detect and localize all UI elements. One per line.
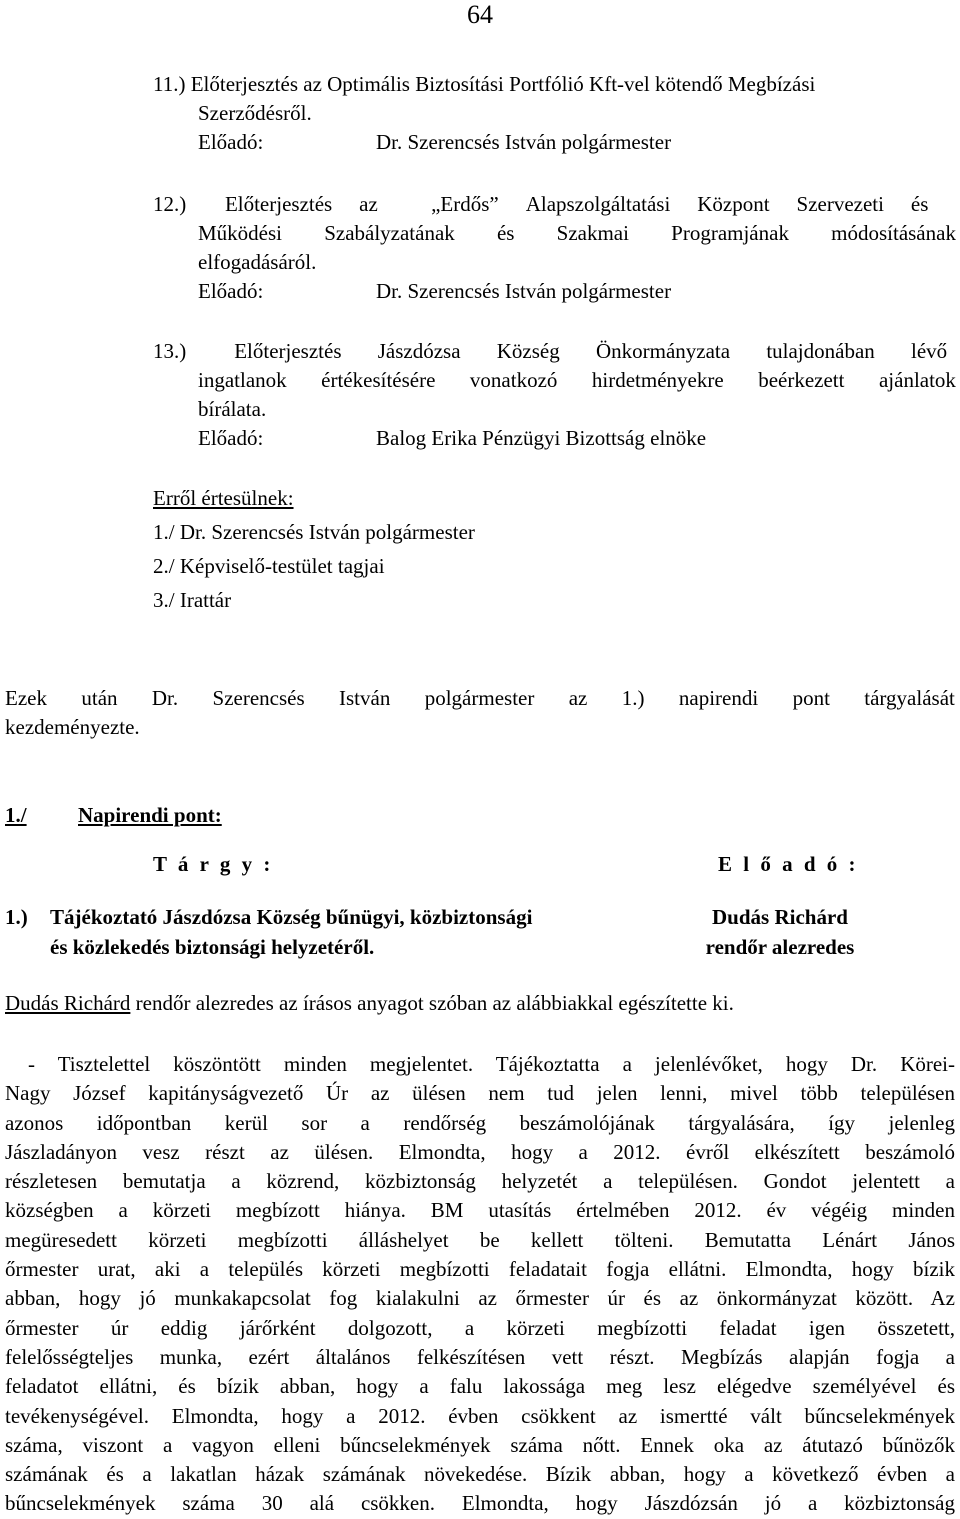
title-word: Programjának: [671, 221, 789, 245]
presenter-name: Dr. Szerencsés István polgármester: [376, 130, 672, 154]
title-line: [198, 366, 956, 395]
page-number: 64: [467, 0, 493, 29]
title-word: Önkormányzata: [595, 339, 731, 363]
body-line: Jászladányon vesz részt az ülésen. Elmondta, hogy a 2012. évről elkészített beszámoló: [5, 1139, 955, 1164]
subject-label: T á r g y :: [153, 852, 274, 876]
title-word: Község: [496, 339, 560, 363]
agenda-point-label: Napirendi pont:: [78, 803, 222, 827]
body-line: száma, viszont a vagyon elleni bűncselekmények száma nőtt. Ennek oka az átutazó bűnözők: [5, 1432, 955, 1457]
agenda-item-presenter: [198, 277, 956, 306]
title-word: Szabályzatának: [324, 221, 455, 245]
body-line: azonos időpontban kerül sor a rendőrség beszámolójának tárgyalására, így jelenleg: [5, 1110, 955, 1135]
agenda-item-title: [153, 190, 956, 277]
presenter-column-label: E l ő a d ó :: [718, 852, 859, 876]
notify-item: 3./ Irattár: [153, 588, 232, 612]
body-line: Nagy József kapitányságvezető Úr az ülésen nem tud jelen lenni, mivel több településen: [5, 1081, 955, 1106]
title-line: [198, 219, 956, 248]
agenda-item-12: [153, 190, 956, 306]
body-line: megüresedett körzeti megbízotti álláshelyet be kellett tölteni. Bemutatta Lénárt János: [5, 1227, 955, 1252]
title-line: 13.) Előterjesztés Jászdózsa Község Önkormányzata tulajdonában lévő: [198, 337, 956, 366]
notify-item: 1./ Dr. Szerencsés István polgármester: [153, 520, 475, 544]
item-title: Tájékoztató Jászdózsa Község bűnügyi, közbiztonsági és közlekedés biztonsági helyzetéről.: [50, 905, 533, 959]
title-word: Működési: [198, 221, 282, 245]
title-word: Előterjesztés: [234, 339, 342, 363]
title-word: beérkezett: [758, 368, 845, 392]
body-line: részletesen bemutatja a közrend, közbiztonság helyzetét a településen. Gondot jelentett a: [5, 1169, 955, 1194]
title-word: értékesítésére: [321, 368, 436, 392]
body-text: [5, 1050, 955, 1519]
title-word: Központ: [697, 192, 770, 216]
agenda-point-number: 1./: [5, 803, 27, 827]
agenda-item-11: [153, 70, 956, 157]
summary-text: rendőr alezredes az írásos anyagot szóban az alábbiakkal egészítette ki.: [130, 991, 734, 1015]
body-line: számának és a lakatlan házak számának növekedése. Bízik abban, hogy a következő évben a: [5, 1462, 955, 1487]
title-word: „Erdős”: [431, 192, 499, 216]
agenda-item-13: [153, 337, 956, 453]
title-word: és: [496, 221, 515, 245]
title-line: bírálata.: [198, 397, 267, 421]
title-word: ingatlanok: [198, 368, 287, 392]
body-line: bűncselekmények száma 30 alá csökken. Elmondta, hogy Jászdózsán jó a közbiztonság: [5, 1491, 955, 1516]
body-line: tevékenységével. Elmondta, hogy a 2012. évben csökkent az ismertté vált bűncselekmények: [5, 1403, 955, 1428]
body-line: őrmester úr eddig járőrként dolgozott, a körzeti megbízotti feladat igen összetett,: [5, 1315, 955, 1340]
summary-name: Dudás Richárd: [5, 991, 131, 1015]
presenter-name: Dr. Szerencsés István polgármester: [376, 279, 672, 303]
intro-line: kezdeményezte.: [5, 715, 140, 739]
title-word: vonatkozó: [469, 368, 558, 392]
body-line: felelősségteljes munka, ezért általános felkészítésen vett részt. Megbízás alapján fogja a: [5, 1344, 955, 1369]
item-number: 1.): [5, 905, 28, 929]
title-word: tulajdonában: [766, 339, 875, 363]
body-line: községben a körzeti megbízott hiánya. BM utasítás értelmében 2012. év végéig minden: [5, 1198, 955, 1223]
title-line: 12.) Előterjesztés az „Erdős” Alapszolgáltatási Központ Szervezeti és: [198, 190, 956, 219]
summary-line: [5, 988, 734, 1018]
agenda-item-title: [153, 337, 956, 424]
body-line: őrmester urat, aki a település körzeti megbízotti feladatait fogja ellátni. Elmondta, hogy bízik: [5, 1257, 955, 1282]
title-word: Szervezeti: [796, 192, 884, 216]
title-word: módosításának: [831, 221, 956, 245]
notify-list: [153, 481, 475, 617]
title-word: Jászdózsa: [377, 339, 461, 363]
title-word: Előterjesztés: [224, 192, 333, 216]
agenda-item-title: 11.) Előterjesztés az Optimális Biztosítási Portfólió Kft-vel kötendő Megbízási Szerződésről.: [153, 72, 816, 125]
title-word: ajánlatok: [878, 368, 956, 392]
title-line: elfogadásáról.: [198, 250, 317, 274]
agenda-point-heading: [5, 800, 222, 830]
presenter-label: Előadó:: [198, 130, 264, 154]
title-word: hirdetményekre: [591, 368, 724, 392]
body-line: feladatot ellátni, és bízik abban, hogy a falu lakossága meg lesz elégedve személyével és: [5, 1374, 955, 1399]
presenter-name: Balog Erika Pénzügyi Bizottság elnöke: [376, 426, 707, 450]
item-presenter: Dudás Richárd rendőr alezredes: [705, 905, 855, 959]
intro-line: Ezek után Dr. Szerencsés István polgármester az 1.) napirendi pont tárgyalását: [5, 686, 955, 710]
title-word: Alapszolgáltatási: [525, 192, 671, 216]
agenda-item-presenter: [198, 128, 956, 157]
agenda-item-presenter: [198, 424, 956, 453]
intro-paragraph: [5, 684, 955, 742]
presenter-label: Előadó:: [198, 426, 264, 450]
notify-item: 2./ Képviselő-testület tagjai: [153, 554, 385, 578]
notify-header: Erről értesülnek:: [153, 486, 294, 510]
title-word: Szakmai: [556, 221, 629, 245]
body-line: abban, hogy jó munkakapcsolat fog kialakulni az őrmester úr és az önkormányzat között. Az: [5, 1286, 955, 1311]
presenter-label: Előadó:: [198, 279, 264, 303]
body-line: - Tisztelettel köszöntött minden megjelentet. Tájékoztatta a jelenlévőket, hogy Dr. Körei-: [5, 1052, 955, 1076]
